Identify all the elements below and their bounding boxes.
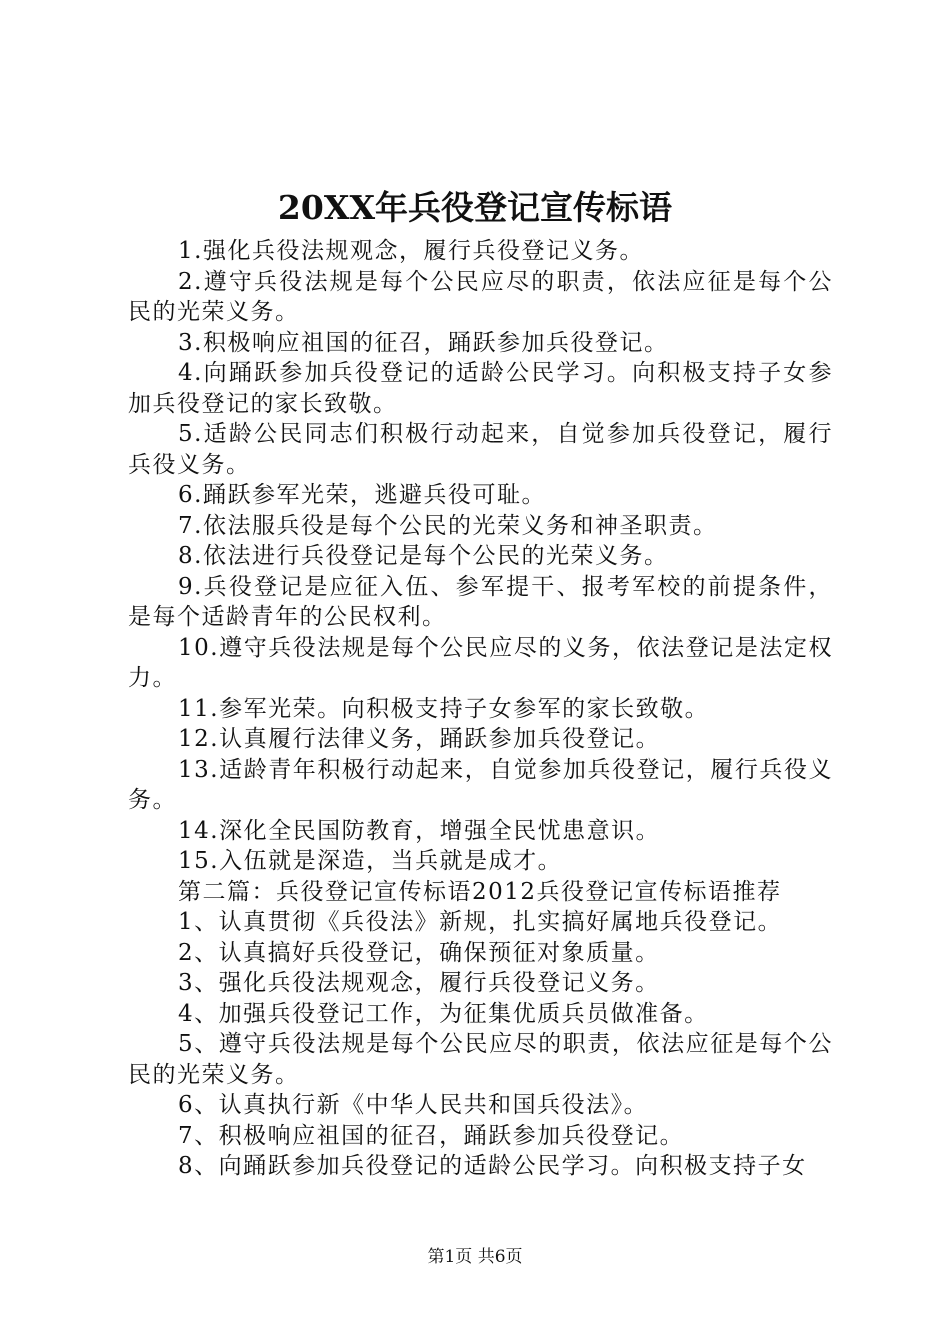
paragraph: 11.参军光荣。向积极支持子女参军的家长致敬。 (178, 695, 710, 722)
paragraph: 3.积极响应祖国的征召，踊跃参加兵役登记。 (178, 329, 669, 356)
paragraph: 4.向踊跃参加兵役登记的适龄公民学习。向积极支持子女参加兵役登记的家长致敬。 (128, 360, 833, 417)
paragraph: 13.适龄青年积极行动起来，自觉参加兵役登记，履行兵役义务。 (128, 756, 833, 813)
paragraph: 5、遵守兵役法规是每个公民应尽的职责，依法应征是每个公民的光荣义务。 (128, 1031, 833, 1088)
paragraph: 8.依法进行兵役登记是每个公民的光荣义务。 (178, 543, 669, 569)
paragraph: 1.强化兵役法规观念，履行兵役登记义务。 (178, 238, 644, 264)
paragraph: 10.遵守兵役法规是每个公民应尽的义务，依法登记是法定权力。 (128, 634, 833, 691)
paragraph: 8、向踊跃参加兵役登记的适龄公民学习。向积极支持子女 (178, 1153, 807, 1179)
paragraph: 2、认真搞好兵役登记，确保预征对象质量。 (178, 939, 660, 966)
paragraph: 4、加强兵役登记工作，为征集优质兵员做准备。 (178, 1000, 709, 1027)
paragraph: 12.认真履行法律义务，踊跃参加兵役登记。 (178, 726, 661, 752)
paragraph: 3、强化兵役法规观念，履行兵役登记义务。 (178, 970, 660, 996)
paragraph: 9.兵役登记是应征入伍、参军提干、报考军校的前提条件，是每个适龄青年的公民权利。 (128, 573, 833, 630)
paragraph: 7.依法服兵役是每个公民的光荣义务和神圣职责。 (178, 512, 718, 539)
paragraph: 1、认真贯彻《兵役法》新规，扎实搞好属地兵役登记。 (178, 909, 783, 935)
paragraph: 5.适龄公民同志们积极行动起来，自觉参加兵役登记，履行兵役义务。 (128, 421, 833, 478)
page-title: 20XX年兵役登记宣传标语 (277, 188, 673, 227)
paragraph: 6.踊跃参军光荣，逃避兵役可耻。 (178, 482, 546, 508)
paragraph: 14.深化全民国防教育，增强全民忧患意识。 (178, 817, 661, 844)
section-heading: 第二篇：兵役登记宣传标语2012兵役登记宣传标语推荐 (178, 878, 782, 905)
paragraph: 2.遵守兵役法规是每个公民应尽的职责，依法应征是每个公民的光荣义务。 (128, 268, 833, 325)
page-number: 第1页 共6页 (427, 1247, 523, 1267)
paragraph: 7、积极响应祖国的征召，踊跃参加兵役登记。 (178, 1122, 685, 1149)
paragraph: 15.入伍就是深造，当兵就是成才。 (178, 848, 563, 874)
paragraph: 6、认真执行新《中华人民共和国兵役法》。 (178, 1092, 649, 1118)
document-body (128, 236, 833, 1182)
